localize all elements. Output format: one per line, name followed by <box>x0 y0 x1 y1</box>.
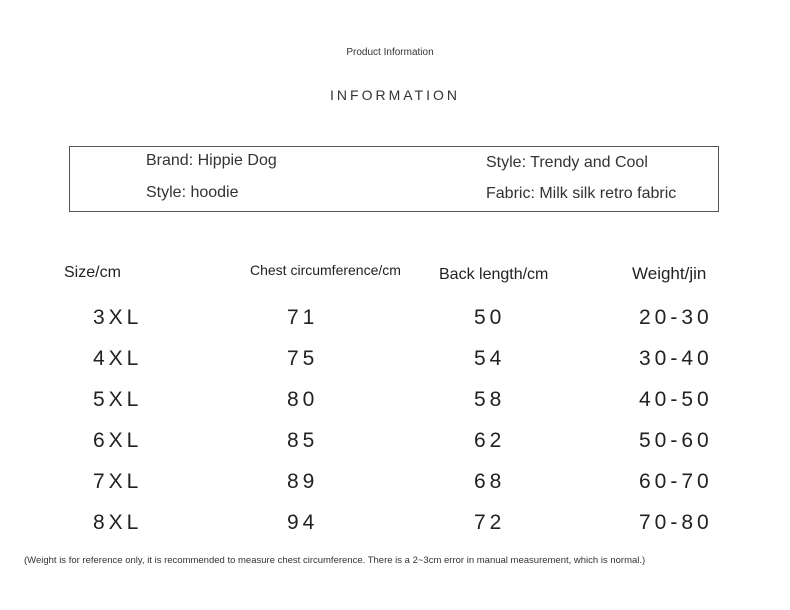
size-cell: 4XL <box>93 347 143 370</box>
page-subtitle: Product Information <box>346 47 434 58</box>
style-type-text: Style: hoodie <box>146 184 239 201</box>
page-title: INFORMATION <box>330 87 460 103</box>
measurement-footnote: (Weight is for reference only, it is recommended to measure chest circumference. There is a 2~3cm error in manual measurement, which is normal.) <box>24 555 646 566</box>
size-cell: 5XL <box>93 388 143 411</box>
table-row <box>0 511 790 541</box>
weight-cell: 30-40 <box>639 347 713 370</box>
size-cell: 6XL <box>93 429 143 452</box>
column-header-weight: Weight/jin <box>632 264 707 283</box>
product-info-box <box>69 146 719 212</box>
chest-cell: 75 <box>287 347 319 370</box>
table-row <box>0 429 790 459</box>
weight-cell: 50-60 <box>639 429 713 452</box>
size-cell: 7XL <box>93 470 143 493</box>
size-cell: 3XL <box>93 306 143 329</box>
back-length-cell: 58 <box>474 388 506 411</box>
column-header-back-length: Back length/cm <box>439 266 549 283</box>
column-header-chest: Chest circumference/cm <box>250 262 401 278</box>
weight-cell: 70-80 <box>639 511 713 534</box>
back-length-cell: 62 <box>474 429 506 452</box>
chest-cell: 85 <box>287 429 319 452</box>
weight-cell: 20-30 <box>639 306 713 329</box>
table-row <box>0 347 790 377</box>
chest-cell: 71 <box>287 306 319 329</box>
table-row <box>0 306 790 336</box>
back-length-cell: 54 <box>474 347 506 370</box>
table-row <box>0 388 790 418</box>
weight-cell: 60-70 <box>639 470 713 493</box>
back-length-cell: 72 <box>474 511 506 534</box>
chest-cell: 89 <box>287 470 319 493</box>
size-cell: 8XL <box>93 511 143 534</box>
table-row <box>0 470 790 500</box>
weight-cell: 40-50 <box>639 388 713 411</box>
chest-cell: 80 <box>287 388 319 411</box>
chest-cell: 94 <box>287 511 319 534</box>
style-look-text: Style: Trendy and Cool <box>486 154 648 171</box>
back-length-cell: 68 <box>474 470 506 493</box>
brand-text: Brand: Hippie Dog <box>146 152 277 169</box>
column-header-size: Size/cm <box>64 264 121 281</box>
fabric-text: Fabric: Milk silk retro fabric <box>486 185 677 202</box>
back-length-cell: 50 <box>474 306 506 329</box>
